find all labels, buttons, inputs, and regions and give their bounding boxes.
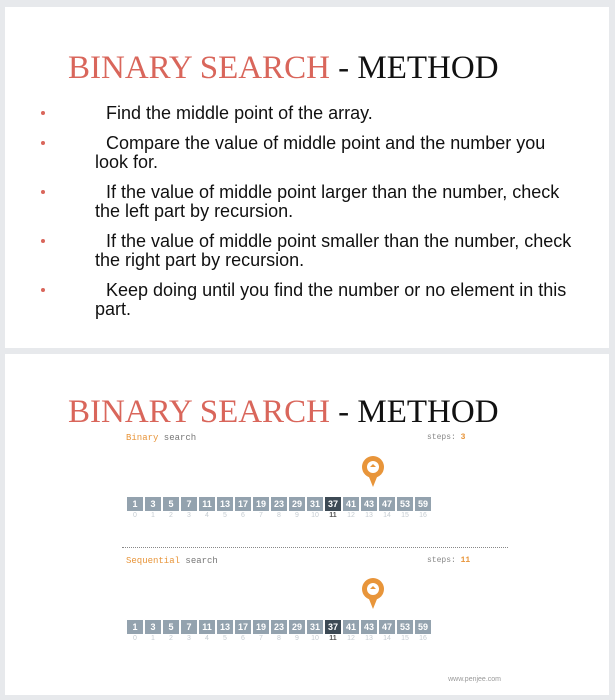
sequential-array <box>127 620 431 644</box>
array-cell <box>289 620 305 644</box>
array-cell <box>415 620 431 644</box>
array-index: 15 <box>401 512 409 519</box>
array-index: 8 <box>277 512 281 519</box>
bullet-text: Find the middle point of the array. <box>106 103 373 123</box>
array-index: 0 <box>133 512 137 519</box>
array-index: 7 <box>259 512 263 519</box>
array-value: 7 <box>181 497 197 511</box>
array-index: 2 <box>169 512 173 519</box>
bullet-item <box>41 104 581 123</box>
array-value: 29 <box>289 620 305 634</box>
array-index: 12 <box>347 635 355 642</box>
array-cell <box>235 620 251 644</box>
array-cell <box>397 620 413 644</box>
array-value: 19 <box>253 497 269 511</box>
bullet-dot-icon <box>41 239 45 243</box>
array-cell <box>145 497 161 521</box>
array-cell <box>397 497 413 521</box>
array-index: 6 <box>241 512 245 519</box>
array-index: 12 <box>347 512 355 519</box>
bullet-text: If the value of middle point smaller than the number, check the right part by recursion. <box>95 231 572 270</box>
sequential-search-label <box>126 556 218 566</box>
array-cell <box>361 497 377 521</box>
bullet-dot-icon <box>41 111 45 115</box>
array-index: 5 <box>223 512 227 519</box>
slide-2 <box>5 354 609 695</box>
array-cell <box>235 497 251 521</box>
array-index: 2 <box>169 635 173 642</box>
bullet-item <box>41 134 581 172</box>
binary-label-rest: search <box>158 433 197 443</box>
title-rest: - METHOD <box>329 394 499 430</box>
title-rest: - METHOD <box>329 50 499 86</box>
array-value: 59 <box>415 620 431 634</box>
array-value: 43 <box>361 620 377 634</box>
array-value: 7 <box>181 620 197 634</box>
array-index: 1 <box>151 512 155 519</box>
binary-label-highlight: Binary <box>126 433 159 443</box>
array-index: 9 <box>295 512 299 519</box>
bullet-text: Keep doing until you find the number or no element in this part. <box>95 280 567 319</box>
bullet-dot-icon <box>41 288 45 292</box>
array-index: 4 <box>205 512 209 519</box>
array-value: 29 <box>289 497 305 511</box>
array-index: 10 <box>311 512 319 519</box>
array-value: 3 <box>145 497 161 511</box>
array-value: 59 <box>415 497 431 511</box>
sequential-label-highlight: Sequential <box>126 556 181 566</box>
array-value: 37 <box>325 497 341 511</box>
binary-pointer-icon <box>361 455 385 491</box>
slide-2-title <box>68 393 499 431</box>
array-value: 1 <box>127 620 143 634</box>
array-cell <box>379 497 395 521</box>
array-index: 16 <box>419 635 427 642</box>
array-cell <box>217 620 233 644</box>
binary-steps-value: 3 <box>460 433 466 442</box>
array-value: 53 <box>397 497 413 511</box>
slide-1 <box>5 7 609 348</box>
array-cell <box>199 497 215 521</box>
watermark: www.penjee.com <box>448 676 501 683</box>
array-index: 11 <box>329 512 337 519</box>
array-value: 41 <box>343 497 359 511</box>
bullet-item <box>41 183 581 221</box>
array-cell <box>343 620 359 644</box>
sequential-label-rest: search <box>180 556 218 566</box>
array-cell <box>307 620 323 644</box>
slide-1-title <box>68 49 499 87</box>
array-index: 15 <box>401 635 409 642</box>
array-value: 13 <box>217 620 233 634</box>
array-index: 7 <box>259 635 263 642</box>
array-value: 19 <box>253 620 269 634</box>
binary-steps-label: steps: <box>427 433 461 442</box>
array-index: 1 <box>151 635 155 642</box>
bullet-text: Compare the value of middle point and the number you look for. <box>95 133 546 172</box>
array-value: 17 <box>235 620 251 634</box>
array-index: 8 <box>277 635 281 642</box>
section-divider <box>122 547 508 548</box>
array-index: 3 <box>187 635 191 642</box>
array-value: 11 <box>199 620 215 634</box>
array-cell <box>127 497 143 521</box>
bullet-dot-icon <box>41 141 45 145</box>
array-index: 14 <box>383 512 391 519</box>
array-index: 10 <box>311 635 319 642</box>
array-value: 41 <box>343 620 359 634</box>
array-index: 13 <box>365 635 373 642</box>
array-index: 4 <box>205 635 209 642</box>
array-value: 47 <box>379 497 395 511</box>
array-value: 43 <box>361 497 377 511</box>
bullet-item <box>41 281 581 319</box>
array-cell <box>361 620 377 644</box>
array-index: 0 <box>133 635 137 642</box>
array-cell <box>271 497 287 521</box>
binary-search-label <box>126 433 196 443</box>
array-value: 37 <box>325 620 341 634</box>
array-index: 6 <box>241 635 245 642</box>
array-index: 3 <box>187 512 191 519</box>
array-index: 9 <box>295 635 299 642</box>
array-cell <box>253 620 269 644</box>
bullet-dot-icon <box>41 190 45 194</box>
array-index: 16 <box>419 512 427 519</box>
array-cell <box>325 497 341 521</box>
array-index: 11 <box>329 635 337 642</box>
bullet-list <box>41 104 581 330</box>
title-accent: BINARY SEARCH <box>68 394 330 430</box>
array-cell <box>271 620 287 644</box>
array-value: 5 <box>163 620 179 634</box>
array-value: 23 <box>271 497 287 511</box>
array-value: 5 <box>163 497 179 511</box>
array-cell <box>145 620 161 644</box>
array-cell <box>181 497 197 521</box>
array-value: 17 <box>235 497 251 511</box>
array-cell <box>181 620 197 644</box>
array-cell <box>325 620 341 644</box>
array-cell <box>127 620 143 644</box>
array-cell <box>289 497 305 521</box>
array-cell <box>199 620 215 644</box>
array-cell <box>379 620 395 644</box>
array-value: 13 <box>217 497 233 511</box>
array-cell <box>343 497 359 521</box>
array-value: 31 <box>307 620 323 634</box>
sequential-steps-value: 11 <box>460 556 471 565</box>
array-cell <box>253 497 269 521</box>
array-value: 53 <box>397 620 413 634</box>
array-value: 31 <box>307 497 323 511</box>
array-cell <box>163 497 179 521</box>
bullet-item <box>41 232 581 270</box>
array-index: 13 <box>365 512 373 519</box>
binary-steps <box>427 433 465 442</box>
array-value: 47 <box>379 620 395 634</box>
array-index: 5 <box>223 635 227 642</box>
binary-array <box>127 497 431 521</box>
array-value: 3 <box>145 620 161 634</box>
array-value: 11 <box>199 497 215 511</box>
sequential-pointer-icon <box>361 577 385 613</box>
array-cell <box>217 497 233 521</box>
array-cell <box>415 497 431 521</box>
bullet-text: If the value of middle point larger than the number, check the left part by recursion. <box>95 182 560 221</box>
array-cell <box>307 497 323 521</box>
array-value: 1 <box>127 497 143 511</box>
array-index: 14 <box>383 635 391 642</box>
sequential-steps <box>427 556 470 565</box>
title-accent: BINARY SEARCH <box>68 50 330 86</box>
array-cell <box>163 620 179 644</box>
sequential-steps-label: steps: <box>427 556 461 565</box>
array-value: 23 <box>271 620 287 634</box>
